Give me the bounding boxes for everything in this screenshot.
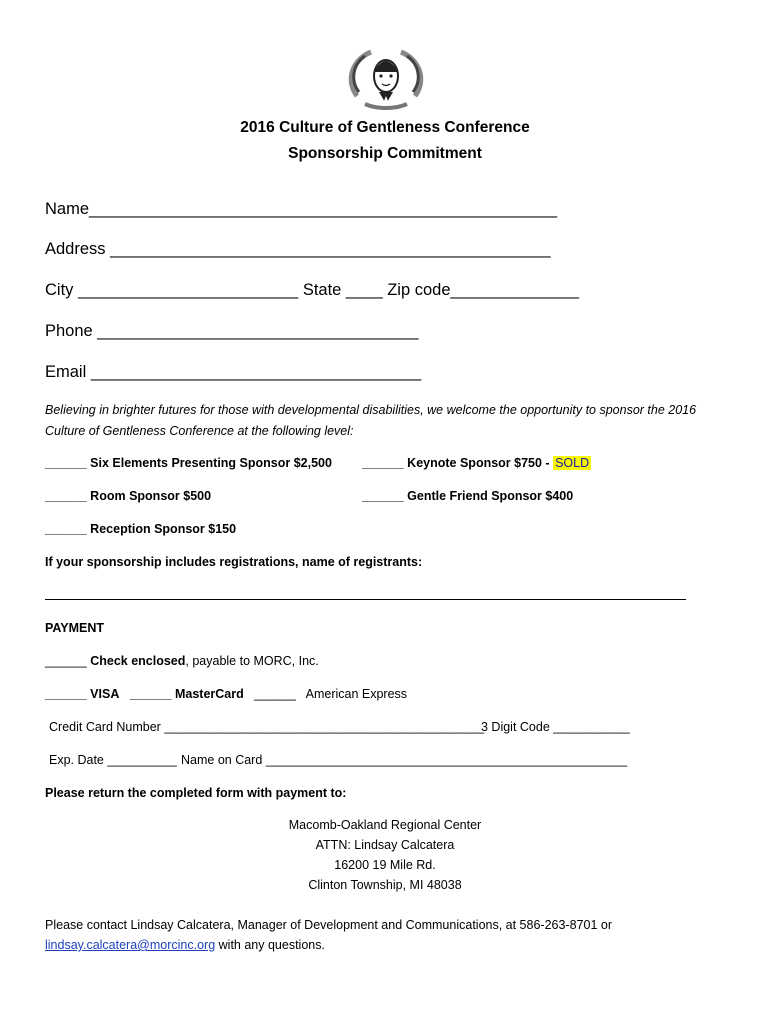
check-enclosed-label: Check enclosed [90,654,186,668]
sold-badge: SOLD [555,456,590,470]
check-blank: ______ [45,654,87,668]
return-heading: Please return the completed form with payment to: [45,786,347,800]
email-field[interactable]: Email ____________________________________ [45,363,422,381]
contact-email-line [45,938,325,952]
amex-option: American Express [305,687,408,701]
three-digit-code-field[interactable]: 3 Digit Code ___________ [481,720,630,734]
keynote-sponsor-option[interactable] [362,456,591,470]
credit-card-number-field[interactable]: Credit Card Number ______________________________________________ [49,720,485,734]
gentle-friend-sponsor-option[interactable]: ______ Gentle Friend Sponsor $400 [362,489,574,503]
check-enclosed-option[interactable] [45,654,319,668]
exp-date-field[interactable]: Exp. Date __________ [49,753,177,767]
contact-email-suffix: with any questions. [215,938,325,952]
intro-text-line2: Culture of Gentleness Conference at the following level: [45,424,354,438]
return-address-line: Macomb-Oakland Regional Center [288,818,482,832]
room-sponsor-option[interactable]: ______ Room Sponsor $500 [45,489,212,503]
name-on-card-field[interactable]: Name on Card ____________________________________________________ [181,753,628,767]
city-state-zip-field[interactable]: City ________________________ State ____ Zip code______________ [45,281,579,299]
amex-blank[interactable]: ______ [254,687,296,701]
payment-heading: PAYMENT [45,621,105,635]
visa-option[interactable]: ______ VISA [45,687,120,701]
six-elements-sponsor-option[interactable]: ______ Six Elements Presenting Sponsor $2,500 [45,456,332,470]
return-address-line: Clinton Township, MI 48038 [308,878,462,892]
name-field[interactable]: Name___________________________________________________ [45,200,558,218]
check-payable-text: , payable to MORC, Inc. [185,654,319,668]
return-address-line: ATTN: Lindsay Calcatera [315,838,455,852]
form-title: 2016 Culture of Gentleness Conference [240,119,530,136]
address-field[interactable]: Address ________________________________________________ [45,240,551,258]
intro-text-line1: Believing in brighter futures for those with developmental disabilities, we welcome the opportunity to sponsor the 2016 [45,403,697,417]
form-subtitle: Sponsorship Commitment [288,145,482,162]
registrants-label: If your sponsorship includes registrations, name of registrants: [45,555,423,569]
reception-sponsor-option[interactable]: ______ Reception Sponsor $150 [45,522,237,536]
organization-logo [345,46,427,114]
contact-text: Please contact Lindsay Calcatera, Manager of Development and Communications, at 586-263-8701 or [45,918,612,932]
face-emblem-icon [345,46,427,114]
mastercard-option[interactable]: ______ MasterCard [129,687,244,701]
card-type-options [45,687,407,701]
return-address-line: 16200 19 Mile Rd. [334,858,436,872]
registrants-line[interactable] [45,599,686,600]
contact-email-link[interactable]: lindsay.calcatera@morcinc.org [45,938,216,952]
phone-field[interactable]: Phone ___________________________________ [45,322,419,340]
keynote-sponsor-label: ______ Keynote Sponsor $750 - [362,456,550,470]
